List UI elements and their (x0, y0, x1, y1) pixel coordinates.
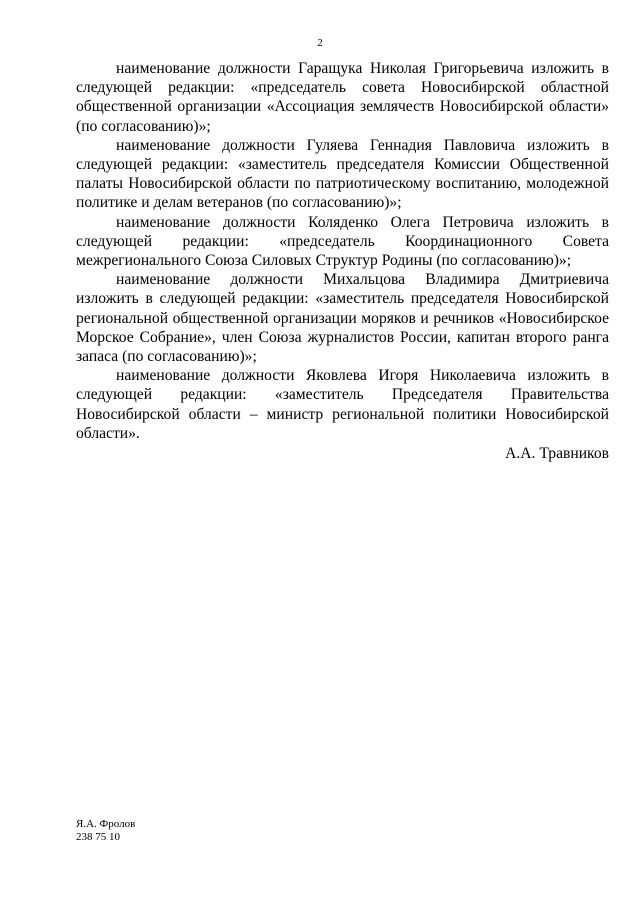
document-body (76, 59, 609, 443)
executor-block (76, 818, 135, 844)
signature-name: А.А. Травников (505, 445, 609, 462)
executor-phone: 238 75 10 (76, 831, 120, 843)
paragraph-garashchuk: наименование должности Гаращука Николая Григорьевича изложить в следующей редакции: «председатель совета Новосибирской областной общественной организации «Ассоциация землячеств Новосибирской области» (по согласованию)»; (76, 60, 609, 135)
paragraph-mikhaltsov: наименование должности Михальцова Владимира Дмитриевича изложить в следующей редакции: «заместитель председателя Новосибирской региональной общественной организации моряков и речников «Новосибирское Морское Собрание», член Союза журналистов России, капитан второго ранга запаса (по согласованию)»; (76, 271, 609, 366)
page-number: 2 (317, 37, 323, 49)
paragraph-yakovlev: наименование должности Яковлева Игоря Николаевича изложить в следующей редакции: «заместитель Председателя Правительства Новосибирской области – министр региональной политики Новосибирской области». (76, 367, 609, 442)
paragraph-gulyaev: наименование должности Гуляева Геннадия Павловича изложить в следующей редакции: «заместитель председателя Комиссии Общественной палаты Новосибирской области по патриотическому воспитанию, молодежной политике и делам ветеранов (по согласованию)»; (76, 136, 609, 212)
paragraph-kolyadenko: наименование должности Коляденко Олега Петровича изложить в следующей редакции: «председатель Координационного Совета межрегионального Союза Силовых Структур Родины (по согласованию)»; (76, 213, 609, 270)
executor-name: Я.А. Фролов (76, 818, 136, 830)
